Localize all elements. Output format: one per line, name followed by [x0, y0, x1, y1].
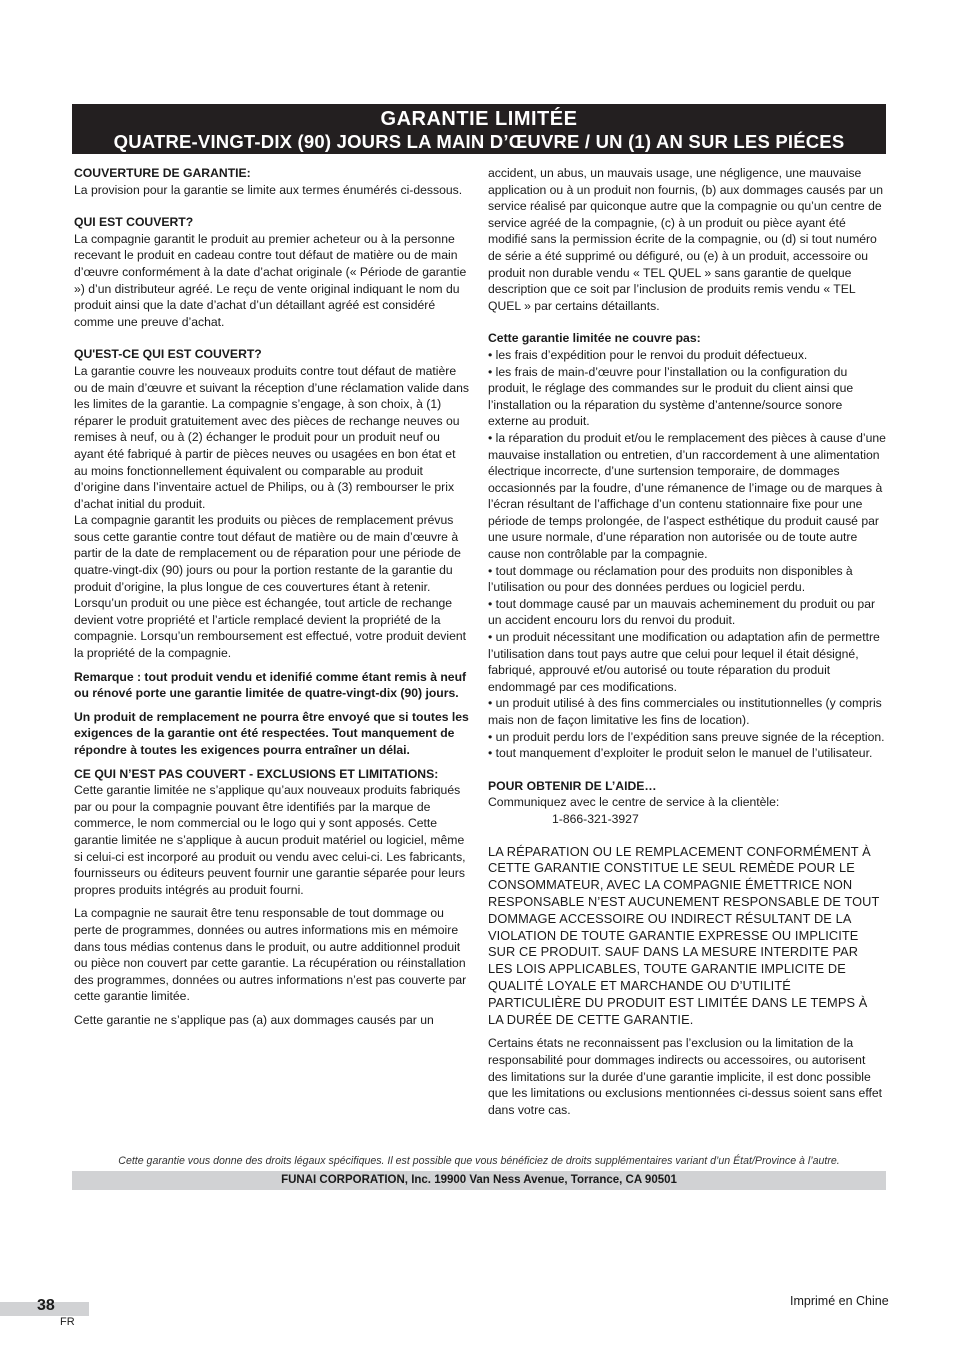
not-covered-item: • tout dommage ou réclamation pour des produits non disponibles à l’utilisation ou pour des données perdues ou logiciel perdu. [488, 563, 853, 595]
exclusions-text-1: Cette garantie limitée ne s’applique qu’aux nouveaux produits fabriqués par ou pour la compagnie pouvant être identifiés par la marque de commerce, le nom commercial ou le logo qui y sont apposés. Cette garantie limitée ne s’applique à aucun produit matériel ou logiciel, même si celui-ci est incorporé au produit ou vendu avec celui-ci. Les fabricants, fournisseurs ou éditeurs peuvent fournir une garantie séparée pour leurs propres produits intégrés au produit fourni. [74, 783, 466, 897]
remplacement-text: Un produit de remplacement ne pourra être envoyé que si toutes les exigences de la garantie ont été respectées. Tout manquement de répondre à toutes les exigences pourra entraîner un délai. [74, 709, 469, 757]
final-text: Certains états ne reconnaissent pas l’exclusion ou la limitation de la responsabilité pour dommages indirects ou accessoires, ou autorisent des limitations sur la durée d’une garantie implicite, il est donc possible que les limitations ou exclusions mentionnées ci-dessus soient sans effet dans votre cas. [488, 1036, 883, 1117]
exclusions-text-2: La compagnie ne saurait être tenu responsable de tout dommage ou perte de programmes, données ou autres informations mis en mémoire dans tous médias contenus dans le produit, ou autre additionnel produit ou pièce non couvert par cette garantie. La récupération ou réinstallation des programmes, données ou autres informations n’est pas couverte par cette garantie limitée. [74, 906, 467, 1004]
qui-heading: QUI EST COUVERT? [74, 215, 194, 230]
couverture-text: La provision pour la garantie se limite aux termes énumérés ci-dessous. [74, 182, 463, 197]
not-covered-item: • un produit nécessitant une modification ou adaptation afin de permettre l’utilisation dans tout pays autre que celui pour lequel il était désigné, fabriqué, approuvé et/ou autorisé ou toute réparation du produit endommagé par ces modifications. [488, 630, 880, 694]
title-bar [72, 104, 886, 154]
aide-text: Communiquez avec le centre de service à la clientèle: [488, 795, 780, 810]
not-covered-item: • les frais d’expédition pour le renvoi du produit défectueux. [488, 347, 808, 362]
continued-text: accident, un abus, un mauvais usage, une négligence, une mauvaise application ou à un produit non fournis, (b) aux dommages causés par un service réalisé par quiconque autre que la compagnie ou qu’un centre de service agréé de la compagnie, (c) à un produit ou pièce ayant été modifié sans la permission écrite de la compagnie, ou (d) si tout numéro de série a été supprimé ou défiguré, ou (e) à un produit, accessoire ou produit non durable vendu « TEL QUEL » sans garantie de quelque description que ce soit par l’inclusion de produits remis vendu « TEL QUEL » par certains détaillants. [488, 166, 883, 313]
left-column [74, 165, 470, 1029]
remarque-text: Remarque : tout produit vendu et idenifié comme étant remis à neuf ou rénové porte une garantie limitée de quatre-vingt-dix (90) jours. [74, 669, 467, 701]
not-covered-item: • les frais de main-d’œuvre pour l’installation ou la configuration du produit, le réglage des commandes sur le produit du client ainsi que l’installation ou la réparation du système d’antenne/source sonore externe au produit. [488, 364, 854, 429]
page-subtitle: QUATRE-VINGT-DIX (90) JOURS LA MAIN D’ŒUVRE / UN (1) AN SUR LES PIÉCES [113, 131, 845, 152]
language-code: FR [60, 1316, 75, 1328]
quoi-text-2: La compagnie garantit les produits ou pièces de remplacement prévus sous cette garantie contre tout défaut de matière ou de main d’œuvre à partir de la date de remplacement ou de réparation pour une période de quatre-vingt-dix (90) jours ou pour la portion restante de la garantie du produit d’origine, la plus longue de ces couvertures étant à retenir. Lorsqu’un produit ou une pièce est échangée, tout article de rechange devient votre propriété et l’article remplacé devient la propriété de la compagnie. Lorsqu’un remboursement est effectué, votre produit devient la propriété de la compagnie. [74, 513, 467, 661]
not-covered-item: • tout dommage causé par un mauvais acheminement du produit ou par un accident encouru lors du renvoi du produit. [488, 596, 876, 628]
page-number: 38 [37, 1297, 55, 1314]
right-column [488, 165, 886, 1118]
not-covered-heading: Cette garantie limitée ne couvre pas: [488, 331, 701, 346]
exclusions-text-3: Cette garantie ne s’applique pas (a) aux dommages causés par un [74, 1012, 434, 1027]
quoi-heading: QU'EST-CE QUI EST COUVERT? [74, 347, 262, 362]
quoi-text-1: La garantie couvre les nouveaux produits contre tout défaut de matière ou de main d’œuvre et suivant la réception d’une réclamation valide dans les limites de la garantie. La compagnie s’engage, à son choix, à (1) réparer le produit gratuitement avec des pièces de rechange neuves ou remises à neuf, ou à (2) échanger le produit pour un produit neuf ou ayant été fabriqué à partir de pièces neuves ou usagées en bon état et au moins fonctionnellement équivalent ou comparable au produit d’origine dans l’inventaire actuel de Philips, ou à (3) rembourser le prix d’achat initial du produit. [74, 363, 469, 511]
not-covered-item: • un produit perdu lors de l’expédition sans preuve signée de la réception. [488, 729, 885, 744]
liability-caps-text: LA RÉPARATION OU LE REMPLACEMENT CONFORMÉMENT À CETTE GARANTIE CONSTITUE LE SEUL REMÈDE POUR LE CONSOMMATEUR, AVEC LA COMPAGNIE ÉMETTRICE NON RESPONSABLE N’EST AUCUNEMENT RESPONSABLE DE TOUT DOMMAGE ACCESSOIRE OU INDIRECT RÉSULTANT DE LA VIOLATION DE TOUTE GARANTIE EXPRESSE OU IMPLICITE SUR CE PRODUIT. SAUF DANS LA MESURE INTERDITE PAR LES LOIS APPLICABLES, TOUTE GARANTIE IMPLICITE DE QUALITÉ LOYALE ET MARCHANDE OU D’UTILITÉ PARTICULIÈRE DU PRODUIT EST LIMITÉE DANS LE TEMPS À LA DURÉE DE CETTE GARANTIE. [488, 843, 880, 1027]
phone-number: 1-866-321-3927 [552, 811, 639, 826]
not-covered-item: • la réparation du produit et/ou le remplacement des pièces à cause d’une mauvaise installation ou entretien, d’un raccordement à une alimentation électrique incorrecte, d’une surtension temporaire, de dommages occasionnés par la foudre, d’une rémanence de l’image ou de marques à l’écran résultant de l’affichage d’un contenu stationnaire fixe pour une période de temps prolongée, de l’aspect esthétique du produit causé par une usure normale, d’une réparation non autorisée ou de toute autre cause non contrôlable par la compagnie. [488, 430, 886, 562]
qui-text: La compagnie garantit le produit au premier acheteur ou à la personne recevant le produit en cadeau contre tout défaut de matière ou de main d’œuvre conformément à la date d’achat originale (« Période de garantie ») d’un distributeur agréé. Le reçu de vente original indiquant le nom du produit ainsi que la date d’achat d’un détaillant agréé est considéré comme une preuve d’achat. [74, 231, 467, 329]
page-title: GARANTIE LIMITÉE [380, 108, 578, 130]
not-covered-item: • tout manquement d’exploiter le produit selon le manuel de l’utilisateur. [488, 746, 873, 761]
not-covered-item: • un produit utilisé à des fins commerciales ou institutionnelles (y compris mais non de façon limitative les fins de location). [488, 696, 882, 727]
footer-legal-note: Cette garantie vous donne des droits légaux spécifiques. Il est possible que vous bénéficiez de droits supplémentaires variant d’un État/Province à l’autre. [118, 1155, 840, 1167]
couverture-heading: COUVERTURE DE GARANTIE: [74, 166, 251, 180]
footer-company-bar: FUNAI CORPORATION, Inc. 19900 Van Ness Avenue, Torrance, CA 90501 [72, 1171, 886, 1190]
printed-in: Imprimé en Chine [790, 1294, 889, 1308]
aide-heading: POUR OBTENIR DE L’AIDE… [488, 778, 657, 793]
exclusions-heading: CE QUI N’EST PAS COUVERT - EXCLUSIONS ET LIMITATIONS: [74, 766, 439, 781]
